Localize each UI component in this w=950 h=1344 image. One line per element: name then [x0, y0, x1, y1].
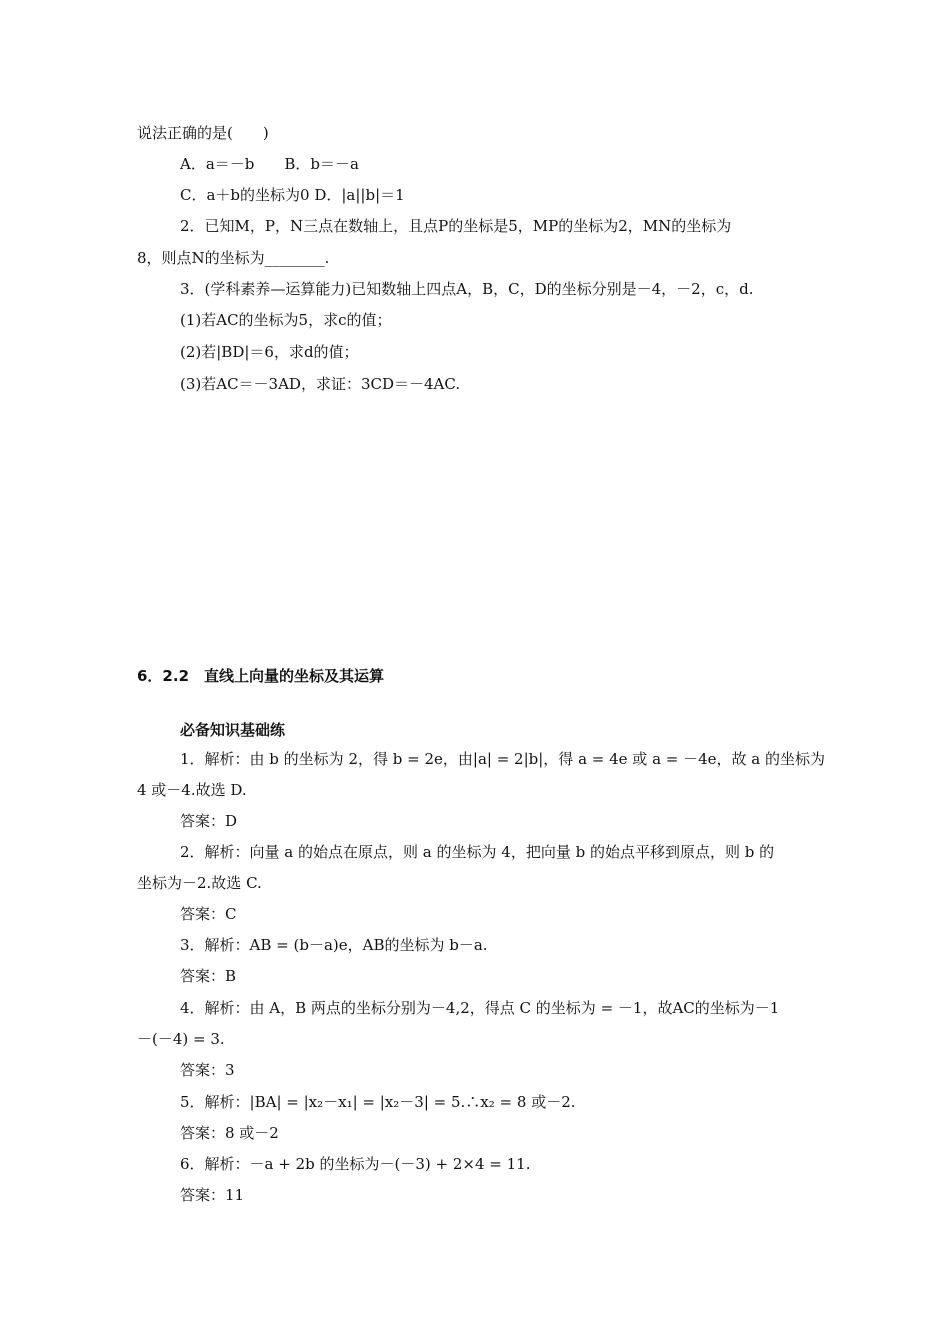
q3-stem: 3．(学科素养—运算能力)已知数轴上四点A，B，C，D的坐标分别是－4，－2，c，d.	[180, 280, 754, 298]
q2-line2: 8，则点N的坐标为________.	[137, 249, 330, 267]
solution-1-line1: 1．解析：由 b 的坐标为 2，得 b = 2e，由|a| = 2|b|，得 a = 4e 或 a = －4e，故 a 的坐标为	[180, 750, 826, 768]
solution-5-line1: 5．解析：|BA| = |x₂－x₁| = |x₂－3| = 5.∴x₂ = 8 或－2.	[180, 1093, 576, 1111]
solution-2-answer: 答案：C	[180, 905, 237, 923]
solution-2-line1: 2．解析：向量 a 的始点在原点，则 a 的坐标为 4，把向量 b 的始点平移到原点，则 b 的	[180, 843, 775, 861]
solution-4-line1: 4．解析：由 A，B 两点的坐标分别为－4,2，得点 C 的坐标为 = －1，故AC的坐标为－1	[180, 999, 780, 1017]
q1-tail: 说法正确的是( )	[137, 124, 269, 142]
solution-6-answer: 答案：11	[180, 1186, 245, 1204]
solution-5-answer: 答案：8 或－2	[180, 1124, 279, 1142]
q3-part1: (1)若AC的坐标为5，求c的值；	[180, 311, 392, 329]
solution-2-line2: 坐标为－2.故选 C.	[137, 874, 262, 892]
solution-4-answer: 答案：3	[180, 1061, 235, 1079]
q1-options-ab: A．a＝－b B．b＝－a	[180, 155, 359, 173]
section-title: 6．2.2 直线上向量的坐标及其运算	[137, 667, 385, 685]
q2-line1: 2．已知M，P，N三点在数轴上，且点P的坐标是5，MP的坐标为2，MN的坐标为	[180, 217, 732, 235]
solution-4-line2: －(－4) = 3.	[137, 1030, 225, 1048]
solution-3-line1: 3．解析：AB = (b－a)e，AB的坐标为 b－a.	[180, 936, 488, 954]
subsection-title: 必备知识基础练	[180, 721, 286, 739]
solution-6-line1: 6．解析：－a + 2b 的坐标为－(－3) + 2×4 = 11.	[180, 1155, 531, 1173]
q1-options-cd: C．a＋b的坐标为0 D．|a||b|＝1	[180, 186, 405, 204]
solution-3-answer: 答案：B	[180, 967, 237, 985]
q3-part2: (2)若|BD|＝6，求d的值；	[180, 343, 359, 361]
solution-1-line2: 4 或－4.故选 D.	[137, 781, 247, 799]
solution-1-answer: 答案：D	[180, 812, 238, 830]
q3-part3: (3)若AC＝－3AD，求证：3CD＝－4AC.	[180, 375, 461, 393]
